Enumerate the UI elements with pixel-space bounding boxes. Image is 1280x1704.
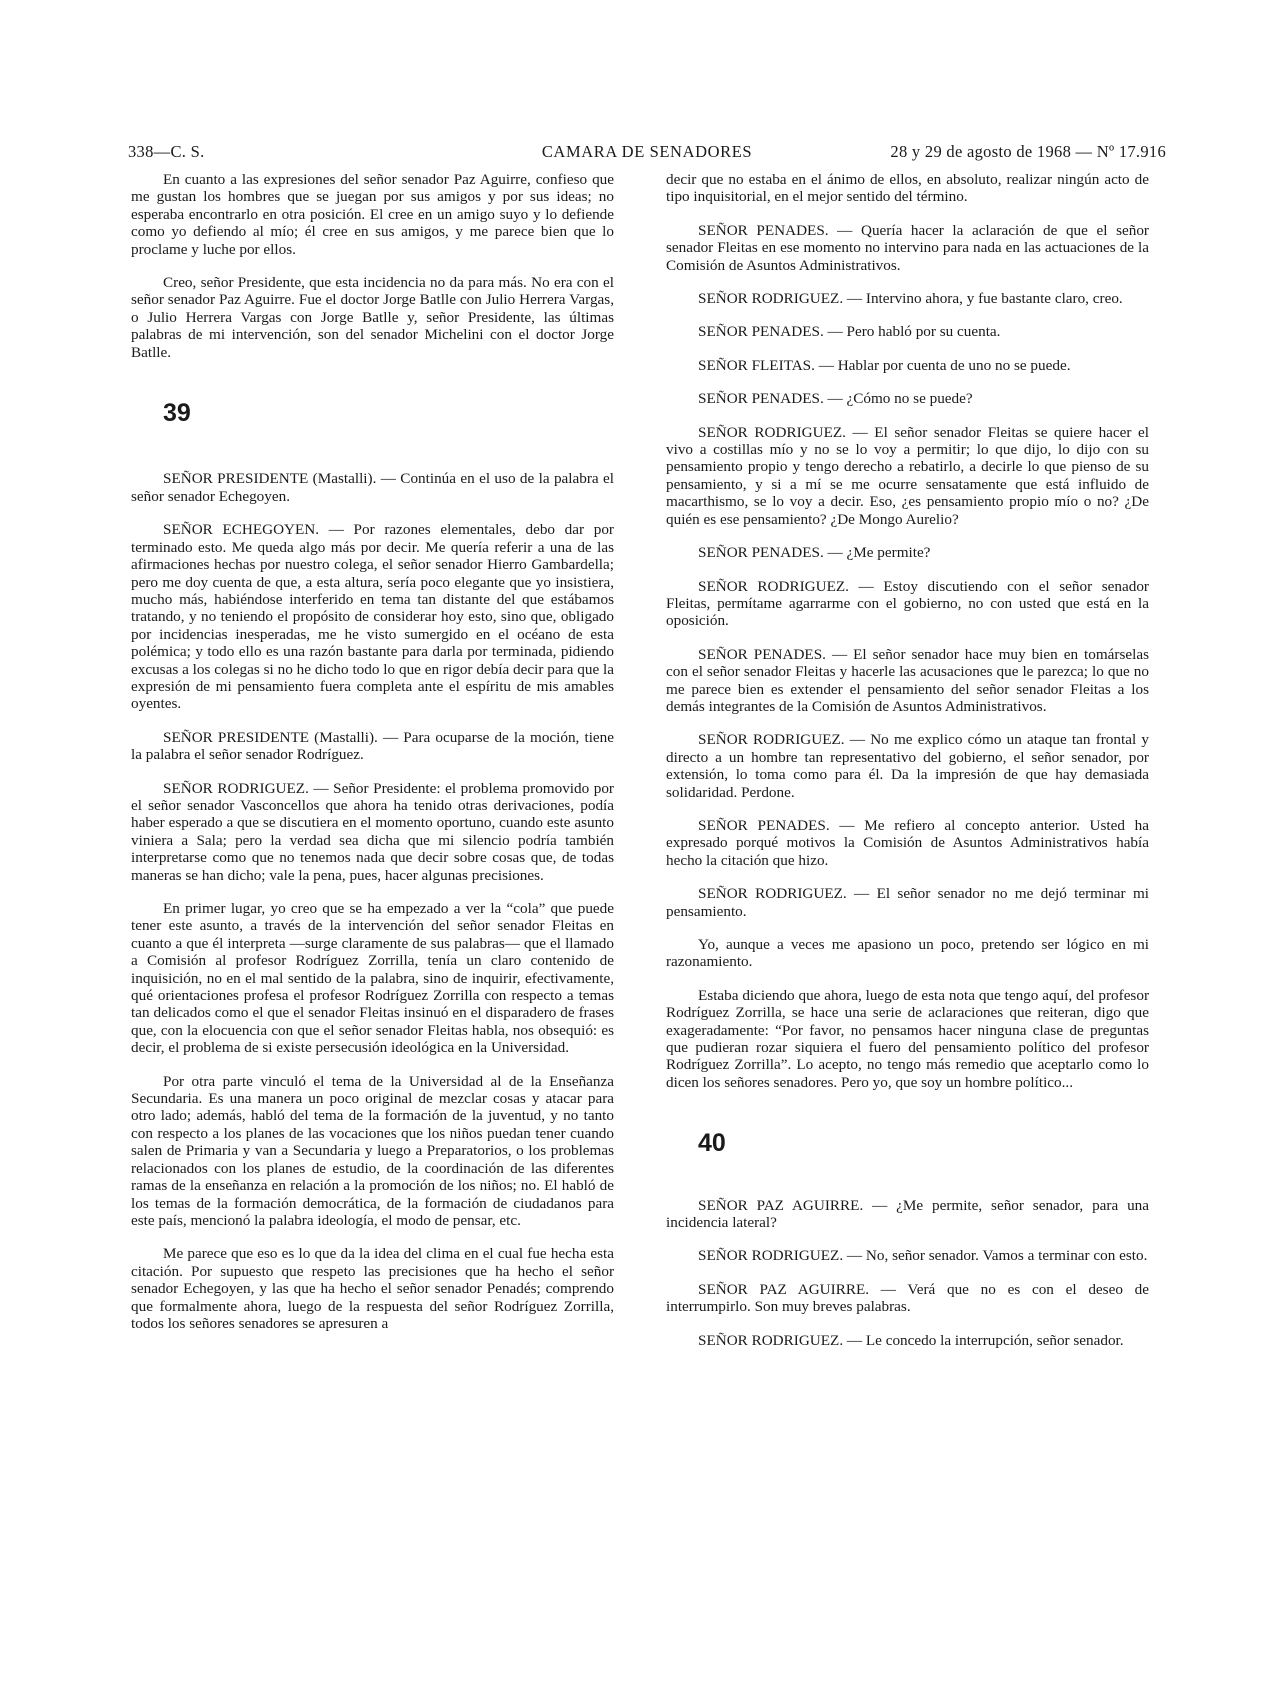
paragraph: En cuanto a las expresiones del señor senador Paz Aguirre, confieso que me gustan los hombres que se juegan por sus amigos y por sus ideas; no esperaba encontrarlo en otra posición. El cree en un amigo suyo y lo defiende como yo defiendo al mío; él cree en sus amigos, y me parece bien que lo proclame y luche por ellos.: [131, 171, 614, 258]
section-number: 39: [163, 399, 191, 428]
paragraph: SEÑOR PENADES. — Me refiero al concepto anterior. Usted ha expresado porqué motivos la Comisión de Asuntos Administrativos había hecho la citación que hizo.: [666, 816, 1149, 869]
paragraph: SEÑOR RODRIGUEZ. — Le concedo la interrupción, señor senador.: [698, 1331, 1124, 1349]
paragraph: Yo, aunque a veces me apasiono un poco, pretendo ser lógico en mi razonamiento.: [666, 936, 1149, 971]
page-number: 338—C. S.: [128, 142, 205, 161]
paragraph: Por otra parte vinculó el tema de la Universidad al de la Enseñanza Secundaria. Es una manera un poco original de mezclar cosas y atacar para otro lado; además, habló del tema de la formación de la juventud, y no tanto con respecto a los planes de las vocaciones que los niños puedan tener cuando salen de Primaria y van a Secundaria y luego a Preparatorios, o los problemas relacionados con los planes de estudio, de la coordinación de las diferentes ramas de la enseñanza en relación a la promoción de los niños; no. El habló de los temas de la formación democrática, de la formación de ciudadanos para este país, mencionó la palabra ideología, el modo de pensar, etc.: [131, 1072, 614, 1229]
paragraph: SEÑOR PENADES. — ¿Me permite?: [698, 544, 931, 562]
publication-title: CAMARA DE SENADORES: [541, 142, 753, 161]
paragraph: SEÑOR PRESIDENTE (Mastalli). — Continúa en el uso de la palabra el señor senador Echegoyen.: [131, 470, 614, 505]
paragraph: SEÑOR RODRIGUEZ. — No me explico cómo un ataque tan frontal y directo a un hombre tan representativo del gobierno, el señor senador, por extensión, lo toma como para él. Da la impresión de que hay demasiada solidaridad. Perdone.: [666, 731, 1149, 801]
session-date-issue: 28 y 29 de agosto de 1968 — Nº 17.916: [890, 142, 1166, 161]
left-column: [131, 171, 614, 1348]
paragraph: SEÑOR PENADES. — ¿Cómo no se puede?: [698, 390, 973, 408]
paragraph: SEÑOR RODRIGUEZ. — Señor Presidente: el problema promovido por el señor senador Vasconcellos que ahora ha tenido otras derivaciones, podía haber esperado a que se discutiera en el momento oportuno, cuando este asunto viniera a Sala; pero la verdad sea dicha que mi silencio podría también interpretarse como que no tenemos nada que decir sobre cosas que, de todas maneras se han dicho; vale la pena, pues, hacer algunas precisiones.: [131, 779, 614, 884]
paragraph: SEÑOR FLEITAS. — Hablar por cuenta de uno no se puede.: [698, 356, 1071, 374]
paragraph: SEÑOR PENADES. — Quería hacer la aclaración de que el señor senador Fleitas en ese momento no intervino para nada en las actuaciones de la Comisión de Asuntos Administrativos.: [666, 221, 1149, 274]
right-column: [666, 171, 1149, 1365]
page-header: [128, 142, 1166, 166]
paragraph: SEÑOR ECHEGOYEN. — Por razones elementales, debo dar por terminado esto. Me queda algo más por decir. Me quería referir a una de las afirmaciones hechas por nuestro colega, el señor senador Hierro Gambardella; pero me doy cuenta de que, a esta altura, sería poco elegante que yo insistiera, mucho más, habiéndose interferido en tema tan distante del que estábamos tratando, y no teniendo el propósito de considerar hoy esto, sino que, obligado por incidencias inesperadas, me he visto sumergido en el océano de esta polémica; y todo ello es una razón bastante para darla por terminada, pidiendo excusas a los colegas si no he dicho todo lo que en rigor debía decir para que la expresión de mi pensamiento fuera completa ante el espíritu de mis amables oyentes.: [131, 521, 614, 713]
paragraph: Estaba diciendo que ahora, luego de esta nota que tengo aquí, del profesor Rodríguez Zorrilla, se hace una serie de aclaraciones que reiteran, digo que exageradamente: “Por favor, no pensamos hacer ninguna clase de preguntas que pudieran rozar siquiera el fuero del pensamiento político del profesor Rodríguez Zorrilla”. Lo acepto, no tengo más remedio que aceptarlo como lo dicen los señores senadores. Pero yo, que soy un hombre político...: [666, 986, 1149, 1091]
paragraph: SEÑOR PENADES. — El señor senador hace muy bien en tomárselas con el señor senador Fleitas y hacerle las acusaciones que le parezca; lo que no me parece bien es extender el pensamiento del señor senador Fleitas a los demás integrantes de la Comisión de Asuntos Administrativos.: [666, 645, 1149, 715]
paragraph: SEÑOR PENADES. — Pero habló por su cuenta.: [698, 323, 1001, 341]
paragraph: Creo, señor Presidente, que esta incidencia no da para más. No era con el señor senador Paz Aguirre. Fue el doctor Jorge Batlle con Julio Herrera Vargas, o Julio Herrera Vargas con Jorge Batlle y, señor Presidente, las últimas palabras de mi intervención, son del senador Michelini con el doctor Jorge Batlle.: [131, 274, 614, 361]
section-number: 40: [698, 1129, 726, 1158]
paragraph: SEÑOR RODRIGUEZ. — El señor senador no me dejó terminar mi pensamiento.: [666, 885, 1149, 920]
paragraph: SEÑOR RODRIGUEZ. — No, señor senador. Vamos a terminar con esto.: [698, 1247, 1148, 1265]
paragraph: SEÑOR RODRIGUEZ. — Estoy discutiendo con el señor senador Fleitas, permítame agarrarme con el gobierno, no con usted que está en la oposición.: [666, 577, 1149, 630]
paragraph: Me parece que eso es lo que da la idea del clima en el cual fue hecha esta citación. Por supuesto que respeto las precisiones que ha hecho el señor senador Echegoyen, y las que ha hecho el señor senador Penadés; comprendo que formalmente ahora, luego de la respuesta del señor Rodríguez Zorrilla, todos los señores senadores se apresuren a: [131, 1245, 614, 1332]
paragraph: SEÑOR RODRIGUEZ. — Intervino ahora, y fue bastante claro, creo.: [698, 290, 1123, 308]
paragraph: SEÑOR PAZ AGUIRRE. — ¿Me permite, señor senador, para una incidencia lateral?: [666, 1196, 1149, 1232]
paragraph: SEÑOR PRESIDENTE (Mastalli). — Para ocuparse de la moción, tiene la palabra el señor senador Rodríguez.: [131, 728, 614, 764]
paragraph: SEÑOR RODRIGUEZ. — El señor senador Fleitas se quiere hacer el vivo a costillas mío y no se lo voy a permitir; lo que dijo, lo dijo con su pensamiento propio y tengo derecho a rebatirlo, a decirle lo que pienso de su pensamiento, y si a mí se me ocurre sensatamente que está influido de macarthismo, se lo voy a decir. Eso, ¿es pensamiento propio mío o no? ¿De quién es ese pensamiento? ¿De Mongo Aurelio?: [666, 423, 1149, 528]
paragraph: En primer lugar, yo creo que se ha empezado a ver la “cola” que puede tener este asunto, a través de la intervención del señor senador Fleitas en cuanto a que él interpreta —surge claramente de sus palabras— que el llamado a Comisión al profesor Rodríguez Zorrilla, tenía un claro contenido de inquisición, no en el mal sentido de la palabra, sino de inquirir, efectivamente, qué orientaciones profesa el profesor Rodríguez Zorrilla con respecto a temas tan delicados como el que el senador Fleitas insinuó en el disparadero de frases que, con la elocuencia con que el señor senador Fleitas habla, nos obsequió: es decir, el problema de si existe persecusión ideológica en la Universidad.: [131, 900, 614, 1057]
paragraph: decir que no estaba en el ánimo de ellos, en absoluto, realizar ningún acto de tipo inquisitorial, en el mejor sentido del término.: [666, 171, 1149, 206]
paragraph: SEÑOR PAZ AGUIRRE. — Verá que no es con el deseo de interrumpirlo. Son muy breves palabras.: [666, 1280, 1149, 1316]
